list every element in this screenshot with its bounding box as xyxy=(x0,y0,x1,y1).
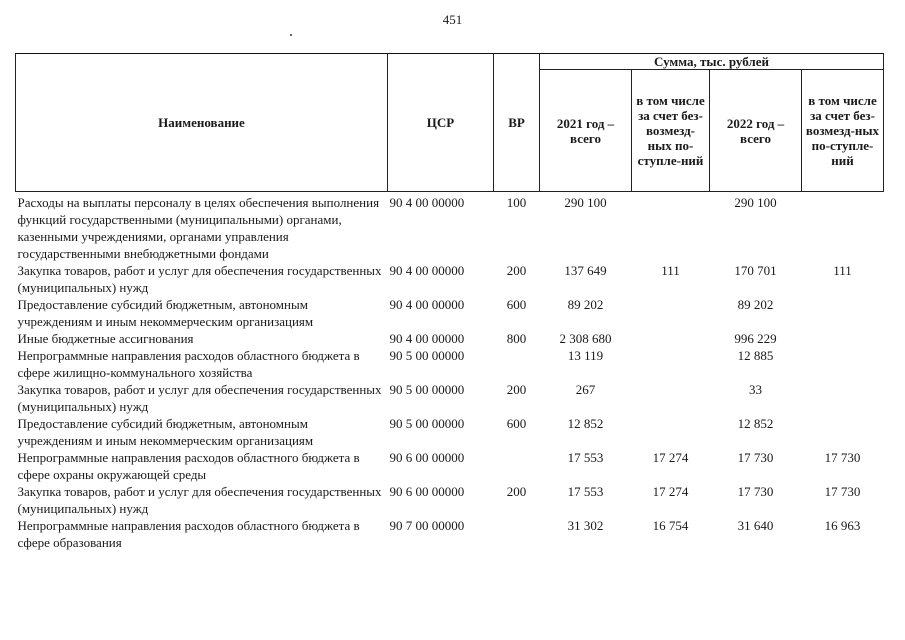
cell-2022-total: 17 730 xyxy=(737,450,774,465)
cell-2021-total: 12 852 xyxy=(567,416,604,431)
cell-name: Непрограммные направления расходов областного бюджета в сфере жилищно-коммунального хозяйства xyxy=(17,348,360,380)
table-row xyxy=(16,381,884,415)
cell-csr: 90 7 00 00000 xyxy=(389,518,465,533)
cell-2022-total: 996 229 xyxy=(734,331,777,346)
cell-vr xyxy=(494,347,540,381)
page-number: 451 xyxy=(442,12,463,27)
cell-vr xyxy=(494,449,540,483)
table-row xyxy=(16,330,884,347)
table-row xyxy=(16,449,884,483)
cell-name: Предоставление субсидий бюджетным, автономным учреждениям и иным некоммерческим организациям xyxy=(17,416,314,448)
cell-csr: 90 4 00 00000 xyxy=(389,331,465,346)
cell-2022-total: 17 730 xyxy=(737,484,774,499)
cell-vr: 200 xyxy=(506,263,527,278)
cell-2022-free: 16 963 xyxy=(824,518,861,533)
cell-2022-free xyxy=(802,347,884,381)
cell-2021-free xyxy=(632,381,710,415)
cell-csr: 90 4 00 00000 xyxy=(389,195,465,210)
cell-2022-total: 290 100 xyxy=(734,195,777,210)
cell-2021-free: 111 xyxy=(661,263,680,278)
scan-speck xyxy=(290,34,292,36)
header-csr: ЦСР xyxy=(388,54,494,192)
header-name: Наименование xyxy=(16,54,388,192)
header-2022-free: в том числе за счет без-возмезд-ных по-ступле-ний xyxy=(802,70,884,192)
cell-name: Непрограммные направления расходов областного бюджета в сфере образования xyxy=(17,518,360,550)
cell-name: Закупка товаров, работ и услуг для обеспечения государственных (муниципальных) нужд xyxy=(17,484,382,516)
cell-name: Непрограммные направления расходов областного бюджета в сфере охраны окружающей среды xyxy=(17,450,360,482)
table-row xyxy=(16,262,884,296)
cell-2021-total: 267 xyxy=(575,382,596,397)
cell-2021-total: 137 649 xyxy=(564,263,607,278)
cell-2022-total: 12 852 xyxy=(737,416,774,431)
header-2021-free: в том числе за счет без-возмезд-ных по-ступле-ний xyxy=(632,70,710,192)
cell-vr: 200 xyxy=(506,484,527,499)
cell-2021-free xyxy=(632,347,710,381)
cell-2021-total: 2 308 680 xyxy=(559,331,612,346)
cell-csr: 90 6 00 00000 xyxy=(389,484,465,499)
cell-csr: 90 5 00 00000 xyxy=(389,348,465,363)
cell-2022-free xyxy=(802,415,884,449)
cell-2021-free: 17 274 xyxy=(652,450,689,465)
table-row xyxy=(16,296,884,330)
cell-vr: 800 xyxy=(506,331,527,346)
header-2021-total: 2021 год – всего xyxy=(540,70,632,192)
cell-2022-free xyxy=(802,296,884,330)
header-2022-total: 2022 год – всего xyxy=(710,70,802,192)
cell-2022-free: 17 730 xyxy=(824,450,861,465)
cell-2021-total: 13 119 xyxy=(567,348,604,363)
cell-name: Расходы на выплаты персоналу в целях обеспечения выполнения функций государственными (муниципальными) органами, казенными учреждениями, органами управления государственными внебюджетными фондами xyxy=(17,195,380,261)
cell-2022-free: 111 xyxy=(833,263,852,278)
cell-2022-free xyxy=(802,330,884,347)
header-sum-group: Сумма, тыс. рублей xyxy=(540,54,884,70)
cell-vr: 100 xyxy=(506,195,527,210)
table-row xyxy=(16,347,884,381)
cell-vr: 600 xyxy=(506,297,527,312)
budget-table xyxy=(15,53,884,551)
cell-2021-free xyxy=(632,192,710,263)
cell-2022-total: 89 202 xyxy=(737,297,774,312)
cell-name: Предоставление субсидий бюджетным, автономным учреждениям и иным некоммерческим организациям xyxy=(17,297,314,329)
cell-2021-free xyxy=(632,296,710,330)
cell-2021-total: 17 553 xyxy=(567,484,604,499)
cell-2022-free: 17 730 xyxy=(824,484,861,499)
header-vr: ВР xyxy=(494,54,540,192)
cell-2021-free xyxy=(632,330,710,347)
table-row xyxy=(16,192,884,263)
cell-2021-free xyxy=(632,415,710,449)
cell-2022-free xyxy=(802,192,884,263)
cell-vr: 600 xyxy=(506,416,527,431)
cell-csr: 90 4 00 00000 xyxy=(389,263,465,278)
table-row xyxy=(16,483,884,517)
cell-2021-total: 89 202 xyxy=(567,297,604,312)
cell-2022-free xyxy=(802,381,884,415)
table-body xyxy=(16,192,884,552)
cell-vr: 200 xyxy=(506,382,527,397)
cell-2021-total: 31 302 xyxy=(567,518,604,533)
cell-csr: 90 5 00 00000 xyxy=(389,416,465,431)
cell-name: Закупка товаров, работ и услуг для обеспечения государственных (муниципальных) нужд xyxy=(17,263,382,295)
table-header xyxy=(16,54,884,192)
cell-2021-total: 290 100 xyxy=(564,195,607,210)
cell-csr: 90 4 00 00000 xyxy=(389,297,465,312)
cell-2022-total: 31 640 xyxy=(737,518,774,533)
cell-name: Иные бюджетные ассигнования xyxy=(17,331,194,346)
cell-csr: 90 5 00 00000 xyxy=(389,382,465,397)
cell-2021-free: 16 754 xyxy=(652,518,689,533)
table-row xyxy=(16,415,884,449)
cell-2021-total: 17 553 xyxy=(567,450,604,465)
cell-2022-total: 170 701 xyxy=(734,263,777,278)
cell-csr: 90 6 00 00000 xyxy=(389,450,465,465)
table-row xyxy=(16,517,884,551)
cell-2021-free: 17 274 xyxy=(652,484,689,499)
cell-name: Закупка товаров, работ и услуг для обеспечения государственных (муниципальных) нужд xyxy=(17,382,382,414)
cell-2022-total: 12 885 xyxy=(737,348,774,363)
cell-2022-total: 33 xyxy=(749,382,762,397)
cell-vr xyxy=(494,517,540,551)
